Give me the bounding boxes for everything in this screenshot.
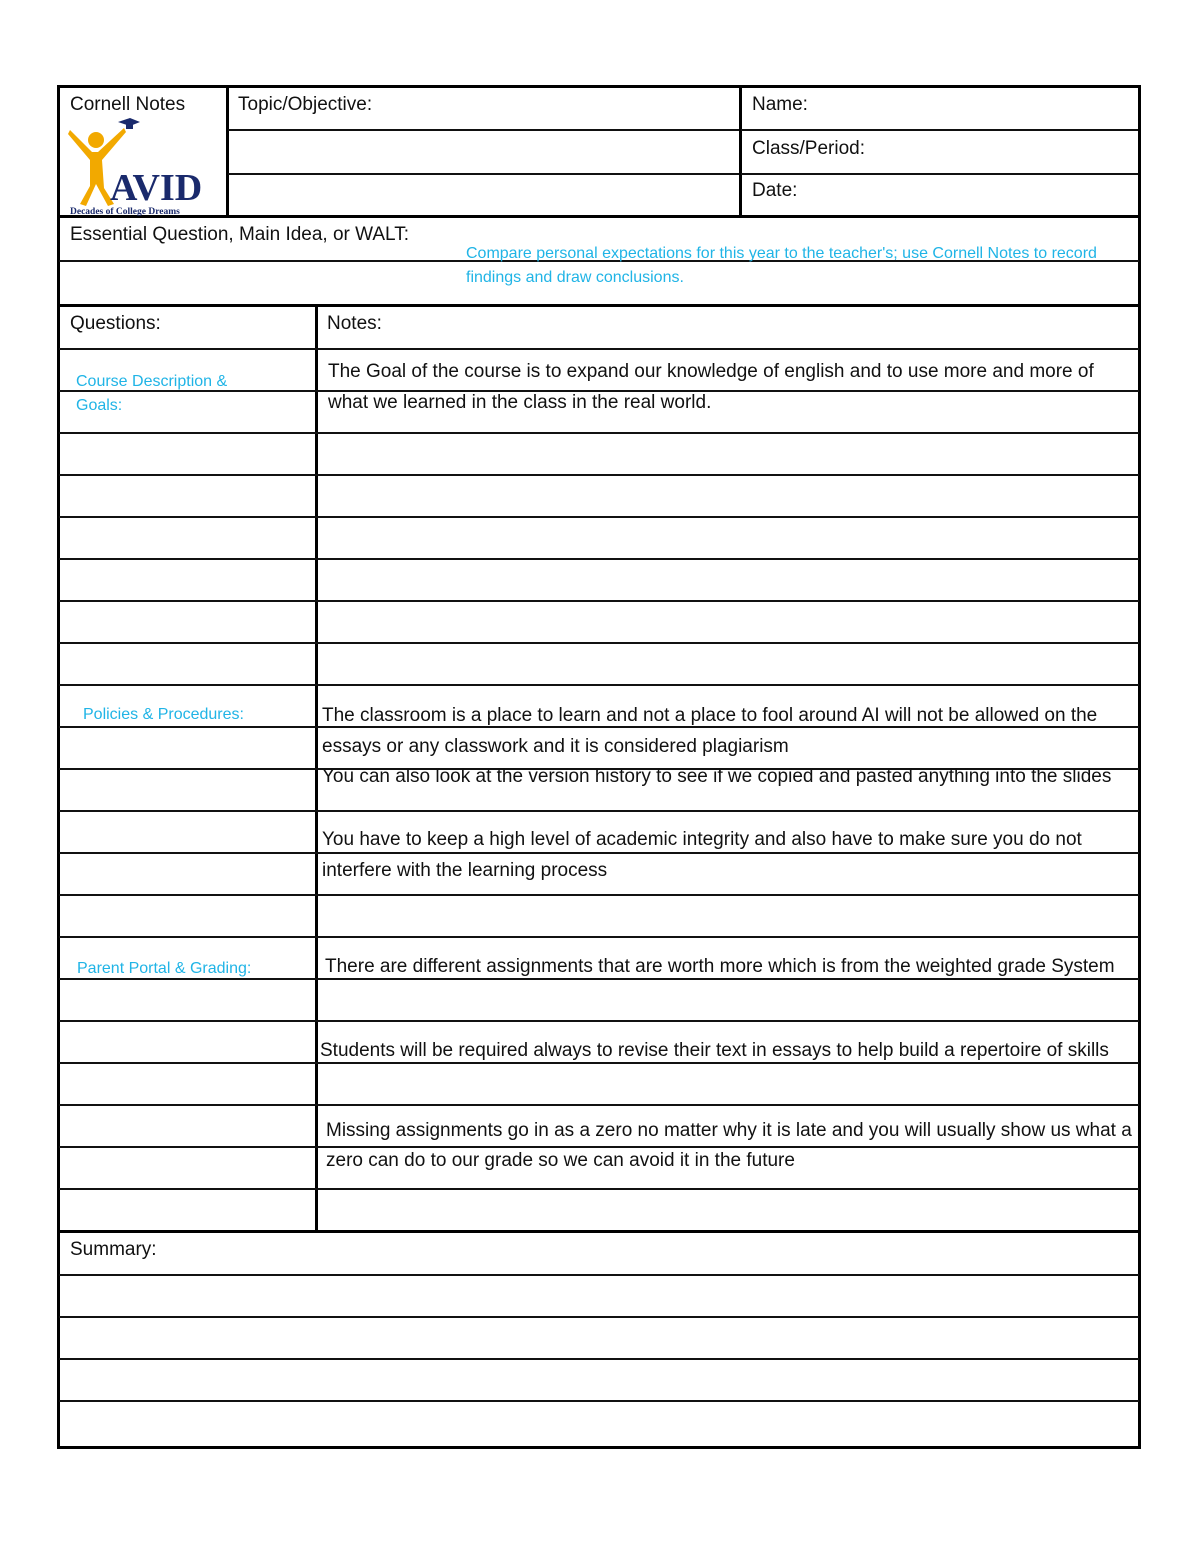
essential-question-bottom-line — [57, 304, 1141, 307]
notes-header: Notes: — [327, 313, 382, 334]
ruled-line — [59, 1188, 1139, 1190]
class-line — [741, 173, 1138, 175]
summary-line — [59, 1274, 1139, 1276]
note-revise-essays: Students will be required always to revise their text in essays to help build a repertoire of skills — [320, 1040, 1109, 1061]
note-version-history: You can also look at the version history to see if we copied and pasted anything into the slides — [322, 766, 1112, 787]
name-label: Name: — [752, 94, 808, 115]
ruled-line — [59, 1020, 1139, 1022]
summary-line — [59, 1358, 1139, 1360]
ruled-line — [59, 516, 1139, 518]
ruled-line — [59, 348, 1139, 350]
note-ai-policy: The classroom is a place to learn and not a place to fool around AI will not be allowed on the essays or any classwork and it is considered plagiarism — [322, 705, 1098, 757]
question-policies-procedures: Policies & Procedures: — [83, 706, 244, 723]
sheet-title: Cornell Notes — [70, 94, 186, 115]
question-parent-portal-grading: Parent Portal & Grading: — [77, 960, 252, 977]
topic-line-2 — [228, 173, 739, 175]
summary-line — [59, 1400, 1139, 1402]
summary-label: Summary: — [70, 1239, 157, 1260]
logo-tagline: Decades of College Dreams — [70, 207, 180, 216]
header-divider-right — [739, 85, 742, 217]
ruled-line — [59, 810, 1139, 812]
essential-question-label: Essential Question, Main Idea, or WALT: — [70, 224, 409, 245]
ruled-line — [59, 600, 1139, 602]
summary-line — [59, 1316, 1139, 1318]
note-weighted-grade: There are different assignments that are worth more which is from the weighted grade System — [325, 956, 1115, 977]
ruled-line — [59, 894, 1139, 896]
ruled-line — [59, 1104, 1139, 1106]
header-divider-left — [226, 85, 229, 217]
class-period-label: Class/Period: — [752, 138, 865, 159]
date-label: Date: — [752, 180, 798, 201]
name-line — [741, 129, 1138, 131]
note-academic-integrity: You have to keep a high level of academic integrity and also have to make sure you do not interfere with the learning process — [322, 829, 1082, 881]
topic-line-1 — [228, 129, 739, 131]
questions-header: Questions: — [70, 313, 161, 334]
ruled-line — [59, 936, 1139, 938]
essential-question-text: Compare personal expectations for this year to the teacher's; use Cornell Notes to record findings and draw conclusions. — [466, 245, 1097, 286]
question-course-description: Course Description & Goals: — [76, 373, 228, 414]
notes-bottom-line — [57, 1230, 1141, 1233]
ruled-line — [59, 474, 1139, 476]
avid-logo — [68, 118, 220, 216]
ruled-line — [59, 642, 1139, 644]
note-course-goal: The Goal of the course is to expand our knowledge of english and to use more and more of what we learned in the class in the real world. — [328, 361, 1094, 413]
logo-brand-text: AVID — [110, 167, 203, 209]
topic-label: Topic/Objective: — [238, 94, 373, 115]
ruled-line — [59, 432, 1139, 434]
note-missing-assignments: Missing assignments go in as a zero no matter why it is late and you will usually show us what a zero can do to our grade so we can avoid it in the future — [326, 1120, 1132, 1171]
ruled-line — [59, 684, 1139, 686]
ruled-line — [59, 558, 1139, 560]
